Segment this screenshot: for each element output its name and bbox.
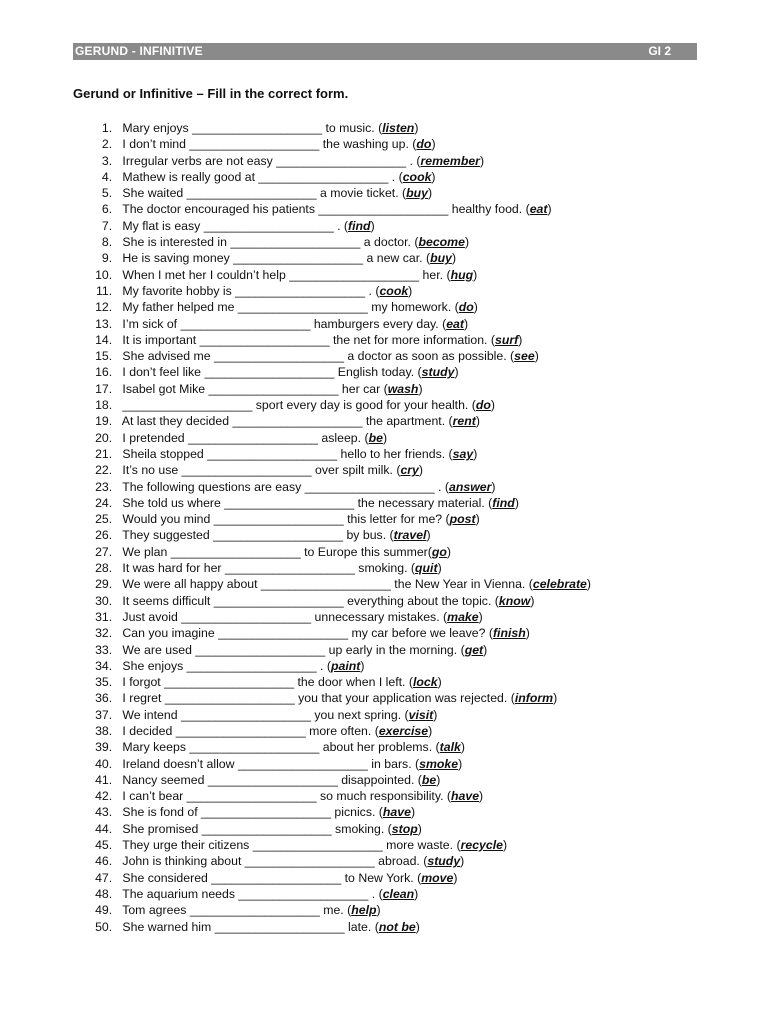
item-hint-verb: have	[382, 805, 411, 820]
exercise-item	[90, 560, 591, 576]
exercise-item	[90, 576, 591, 592]
item-number: 2.	[101, 137, 119, 152]
item-closing: )	[433, 707, 438, 722]
exercise-item	[90, 674, 591, 690]
exercise-item	[90, 853, 591, 869]
item-closing: )	[428, 186, 433, 201]
item-sentence: The doctor encouraged his patients ___________________ healthy food. (	[119, 202, 530, 217]
exercise-item	[90, 364, 591, 380]
item-number: 22.	[95, 463, 119, 478]
item-hint-verb: eat	[529, 202, 548, 217]
item-sentence: Isabel got Mike ___________________ her car (	[119, 381, 388, 396]
exercise-item	[90, 511, 591, 527]
item-sentence: He is saving money ___________________ a new car. (	[119, 251, 431, 266]
item-hint-verb: post	[449, 512, 476, 527]
item-sentence: She is fond of ___________________ picnics. (	[119, 805, 383, 820]
item-hint-verb: recycle	[460, 838, 503, 853]
item-number: 27.	[95, 544, 119, 559]
exercise-item	[90, 348, 591, 364]
item-number: 7.	[101, 218, 119, 233]
item-closing: )	[418, 463, 424, 478]
item-sentence: Sheila stopped ___________________ hello to her friends. (	[119, 446, 453, 461]
exercise-item	[90, 821, 591, 837]
item-sentence: I don’t feel like ___________________ English today. (	[119, 365, 422, 380]
item-sentence: She waited ___________________ a movie ticket. (	[119, 186, 407, 201]
header-title: GERUND - INFINITIVE	[75, 44, 203, 58]
item-number: 20.	[95, 430, 119, 445]
item-sentence: The following questions are easy ___________________ . (	[119, 479, 449, 494]
item-number: 15.	[95, 349, 119, 364]
item-number: 12.	[95, 300, 119, 315]
item-hint-verb: know	[498, 593, 531, 608]
item-number: 29.	[95, 577, 119, 592]
item-sentence: We are used ___________________ up early in the morning. (	[119, 642, 465, 657]
item-hint-verb: find	[492, 495, 515, 510]
item-closing: )	[525, 626, 530, 641]
item-sentence: She promised ___________________ smoking. (	[119, 821, 392, 836]
item-closing: )	[479, 789, 484, 804]
item-hint-verb: finish	[492, 626, 526, 641]
item-sentence: It was hard for her ___________________ smoking. (	[119, 561, 416, 576]
item-closing: )	[414, 121, 419, 135]
item-number: 4.	[101, 169, 119, 184]
item-sentence: Nancy seemed ___________________ disappointed. (	[119, 772, 422, 787]
item-number: 50.	[95, 919, 119, 934]
item-hint-verb: cook	[379, 283, 409, 298]
item-closing: )	[483, 642, 488, 657]
item-closing: )	[514, 495, 519, 510]
exercise-item	[90, 169, 591, 185]
item-hint-verb: find	[348, 218, 371, 233]
item-number: 17.	[95, 381, 119, 396]
item-closing: )	[473, 446, 478, 461]
item-sentence: Mary enjoys ___________________ to music. (	[119, 121, 383, 135]
item-number: 44.	[95, 821, 119, 836]
exercise-item	[90, 772, 591, 788]
exercise-item	[90, 413, 591, 429]
exercise-item	[90, 397, 591, 413]
item-number: 35.	[95, 675, 119, 690]
item-closing: )	[360, 658, 365, 673]
worksheet-title: Gerund or Infinitive – Fill in the correct form.	[73, 86, 349, 101]
exercise-item	[90, 788, 591, 804]
item-sentence: My favorite hobby is ___________________ . (	[119, 283, 380, 298]
exercise-item	[90, 527, 591, 543]
item-sentence: I can’t bear ___________________ so much responsibility. (	[119, 789, 452, 804]
item-hint-verb: clean	[382, 886, 415, 901]
item-closing: )	[534, 349, 539, 364]
exercise-item	[90, 185, 591, 201]
item-closing: )	[376, 903, 381, 918]
item-hint-verb: cook	[402, 169, 432, 184]
item-hint-verb: remember	[420, 153, 480, 168]
item-number: 41.	[95, 772, 119, 787]
item-hint-verb: quit	[415, 561, 438, 576]
item-hint-verb: stop	[391, 821, 418, 836]
item-closing: )	[451, 251, 457, 266]
item-sentence: It seems difficult ___________________ everything about the topic. (	[119, 593, 499, 608]
exercise-item	[90, 316, 591, 332]
item-closing: )	[464, 316, 469, 331]
item-number: 38.	[95, 723, 119, 738]
item-closing: )	[453, 870, 458, 885]
item-number: 26.	[95, 528, 119, 543]
item-sentence: Would you mind ___________________ this letter for me? (	[119, 512, 450, 527]
exercise-item	[90, 707, 591, 723]
item-sentence: My flat is easy ___________________ . (	[119, 218, 349, 233]
item-sentence: They suggested ___________________ by bus. (	[119, 528, 394, 543]
item-closing: )	[428, 723, 433, 738]
item-hint-verb: visit	[408, 707, 434, 722]
exercise-item	[90, 658, 591, 674]
item-sentence: ___________________ sport every day is good for your health. (	[119, 398, 476, 413]
exercise-item	[90, 446, 591, 462]
item-number: 32.	[95, 626, 119, 641]
item-closing: )	[437, 675, 442, 690]
item-number: 18.	[95, 398, 119, 413]
item-number: 42.	[95, 789, 119, 804]
item-hint-verb: smoke	[419, 756, 459, 771]
item-hint-verb: have	[451, 789, 480, 804]
item-sentence: It’s no use ___________________ over spilt milk. (	[119, 463, 401, 478]
exercise-item	[90, 201, 591, 217]
item-hint-verb: celebrate	[532, 577, 587, 592]
item-hint-verb: do	[416, 137, 432, 152]
item-closing: )	[490, 398, 496, 413]
item-hint-verb: exercise	[378, 723, 429, 738]
item-closing: )	[437, 561, 442, 576]
item-hint-verb: help	[351, 903, 377, 918]
item-number: 10.	[95, 267, 119, 282]
exercise-item	[90, 756, 591, 772]
exercise-item	[90, 886, 591, 902]
exercise-item	[90, 234, 591, 250]
item-hint-verb: do	[475, 398, 491, 413]
exercise-item	[90, 739, 591, 755]
item-closing: )	[491, 479, 496, 494]
item-number: 5.	[101, 186, 119, 201]
item-number: 30.	[95, 593, 119, 608]
item-number: 25.	[95, 512, 119, 527]
item-sentence: Ireland doesn’t allow ___________________ in bars. (	[119, 756, 420, 771]
header-bar	[73, 43, 697, 60]
item-closing: )	[502, 838, 508, 853]
exercise-item	[90, 218, 591, 234]
item-closing: )	[530, 593, 535, 608]
exercise-item	[90, 625, 591, 641]
item-closing: )	[475, 414, 480, 429]
item-sentence: We plan ___________________ to Europe this summer(	[119, 544, 432, 559]
exercise-item	[90, 250, 591, 266]
item-number: 34.	[95, 658, 119, 673]
item-hint-verb: study	[427, 854, 461, 869]
item-sentence: Tom agrees ___________________ me. (	[119, 903, 352, 918]
exercise-item	[90, 332, 591, 348]
item-closing: )	[408, 283, 413, 298]
exercise-item	[90, 870, 591, 886]
exercise-item	[90, 120, 591, 136]
item-number: 6.	[101, 202, 119, 217]
exercise-item	[90, 299, 591, 315]
item-sentence: I forgot ___________________ the door when I left. (	[119, 675, 413, 690]
item-number: 11.	[95, 283, 119, 298]
item-hint-verb: become	[418, 235, 465, 250]
exercise-item	[90, 723, 591, 739]
exercise-item	[90, 136, 591, 152]
item-sentence: I decided ___________________ more often. (	[119, 723, 379, 738]
exercise-item	[90, 495, 591, 511]
item-number: 16.	[95, 365, 119, 380]
item-hint-verb: buy	[406, 186, 429, 201]
exercise-list	[90, 120, 591, 935]
item-hint-verb: talk	[439, 740, 461, 755]
item-number: 36.	[95, 691, 119, 706]
item-sentence: The aquarium needs ___________________ . (	[119, 886, 383, 901]
item-sentence: Mary keeps ___________________ about her problems. (	[119, 740, 440, 755]
item-sentence: She considered ___________________ to New York. (	[119, 870, 422, 885]
item-hint-verb: get	[464, 642, 484, 657]
item-sentence: I regret ___________________ you that your application was rejected. (	[119, 691, 515, 706]
item-sentence: She warned him ___________________ late. (	[119, 919, 379, 934]
exercise-item	[90, 283, 591, 299]
item-closing: )	[479, 153, 485, 168]
item-hint-verb: wash	[387, 381, 419, 396]
item-hint-verb: answer	[449, 479, 492, 494]
item-hint-verb: lock	[413, 675, 438, 690]
item-number: 33.	[95, 642, 119, 657]
item-closing: )	[458, 756, 463, 771]
item-number: 3.	[101, 153, 119, 168]
item-number: 40.	[95, 756, 119, 771]
item-closing: )	[473, 300, 478, 315]
item-closing: )	[410, 805, 416, 820]
item-closing: )	[518, 332, 523, 347]
item-sentence: Irregular verbs are not easy ___________________ . (	[119, 153, 421, 168]
item-closing: )	[586, 577, 591, 592]
item-number: 13.	[95, 316, 119, 331]
item-sentence: Can you imagine ___________________ my car before we leave? (	[119, 626, 493, 641]
item-hint-verb: eat	[446, 316, 464, 331]
exercise-item	[90, 462, 591, 478]
exercise-item	[90, 690, 591, 706]
item-sentence: When I met her I couldn’t help ___________________ her. (	[119, 267, 451, 282]
item-closing: )	[473, 267, 478, 282]
item-closing: )	[415, 919, 420, 934]
item-hint-verb: study	[421, 365, 455, 380]
exercise-item	[90, 153, 591, 169]
item-number: 37.	[95, 707, 119, 722]
exercise-item	[90, 919, 591, 935]
item-closing: )	[382, 430, 388, 445]
item-hint-verb: see	[514, 349, 535, 364]
item-hint-verb: buy	[430, 251, 452, 266]
item-sentence: They urge their citizens ___________________ more waste. (	[119, 838, 461, 853]
item-closing: )	[460, 854, 465, 869]
item-closing: )	[460, 740, 465, 755]
item-sentence: She enjoys ___________________ . (	[119, 658, 331, 673]
exercise-item	[90, 609, 591, 625]
exercise-item	[90, 837, 591, 853]
item-closing: )	[436, 772, 441, 787]
item-hint-verb: listen	[382, 121, 415, 135]
item-closing: )	[431, 137, 436, 152]
item-sentence: I’m sick of ___________________ hamburgers every day. (	[119, 316, 447, 331]
item-number: 31.	[95, 609, 119, 624]
item-hint-verb: go	[431, 544, 447, 559]
exercise-item	[90, 544, 591, 560]
item-sentence: Mathew is really good at ___________________ . (	[119, 169, 403, 184]
item-hint-verb: rent	[452, 414, 476, 429]
item-sentence: We intend ___________________ you next spring. (	[119, 707, 409, 722]
item-closing: )	[414, 886, 419, 901]
item-number: 39.	[95, 740, 119, 755]
item-number: 14.	[95, 332, 119, 347]
item-sentence: It is important ___________________ the net for more information. (	[119, 332, 495, 347]
exercise-item	[90, 267, 591, 283]
item-number: 46.	[95, 854, 119, 869]
item-sentence: She advised me ___________________ a doctor as soon as possible. (	[119, 349, 515, 364]
item-number: 24.	[95, 495, 119, 510]
item-hint-verb: inform	[514, 691, 554, 706]
item-sentence: We were all happy about ___________________ the New Year in Vienna. (	[119, 577, 533, 592]
item-closing: )	[454, 365, 459, 380]
item-number: 9.	[101, 251, 119, 266]
exercise-item	[90, 804, 591, 820]
item-closing: )	[431, 169, 436, 184]
item-hint-verb: do	[458, 300, 474, 315]
item-closing: )	[370, 218, 375, 233]
item-closing: )	[464, 235, 470, 250]
item-number: 8.	[101, 235, 119, 250]
item-number: 47.	[95, 870, 119, 885]
item-closing: )	[446, 544, 452, 559]
item-number: 19.	[95, 414, 119, 429]
item-hint-verb: say	[452, 446, 474, 461]
item-sentence: I pretended ___________________ asleep. (	[119, 430, 369, 445]
item-hint-verb: hug	[450, 267, 474, 282]
item-closing: )	[475, 512, 480, 527]
exercise-item	[90, 902, 591, 918]
item-hint-verb: make	[447, 609, 479, 624]
item-hint-verb: be	[368, 430, 383, 445]
item-number: 1.	[101, 121, 119, 135]
item-closing: )	[426, 528, 431, 543]
item-sentence: At last they decided ___________________ the apartment. (	[119, 414, 453, 429]
item-closing: )	[553, 691, 558, 706]
exercise-item	[90, 593, 591, 609]
item-closing: )	[417, 821, 422, 836]
item-number: 49.	[95, 903, 119, 918]
header-code: GI 2	[648, 44, 671, 58]
item-sentence: My father helped me ___________________ my homework. (	[119, 300, 459, 315]
item-number: 23.	[95, 479, 119, 494]
exercise-item	[90, 479, 591, 495]
exercise-item	[90, 381, 591, 397]
item-number: 48.	[95, 886, 119, 901]
exercise-item	[90, 430, 591, 446]
item-closing: )	[418, 381, 423, 396]
item-number: 45.	[95, 838, 119, 853]
item-hint-verb: paint	[330, 658, 361, 673]
item-closing: )	[547, 202, 552, 217]
item-hint-verb: travel	[393, 528, 427, 543]
item-sentence: I don’t mind ___________________ the washing up. (	[119, 137, 417, 152]
item-hint-verb: cry	[400, 463, 419, 478]
item-hint-verb: surf	[494, 332, 519, 347]
item-number: 43.	[95, 805, 119, 820]
item-sentence: John is thinking about ___________________ abroad. (	[119, 854, 428, 869]
item-hint-verb: move	[421, 870, 454, 885]
item-sentence: Just avoid ___________________ unnecessary mistakes. (	[119, 609, 448, 624]
item-closing: )	[478, 609, 483, 624]
item-sentence: She is interested in ___________________ a doctor. (	[119, 235, 419, 250]
item-number: 21.	[95, 446, 119, 461]
item-number: 28.	[95, 561, 119, 576]
item-hint-verb: be	[421, 772, 437, 787]
item-sentence: She told us where ___________________ the necessary material. (	[119, 495, 493, 510]
item-hint-verb: not be	[378, 919, 416, 934]
exercise-item	[90, 642, 591, 658]
